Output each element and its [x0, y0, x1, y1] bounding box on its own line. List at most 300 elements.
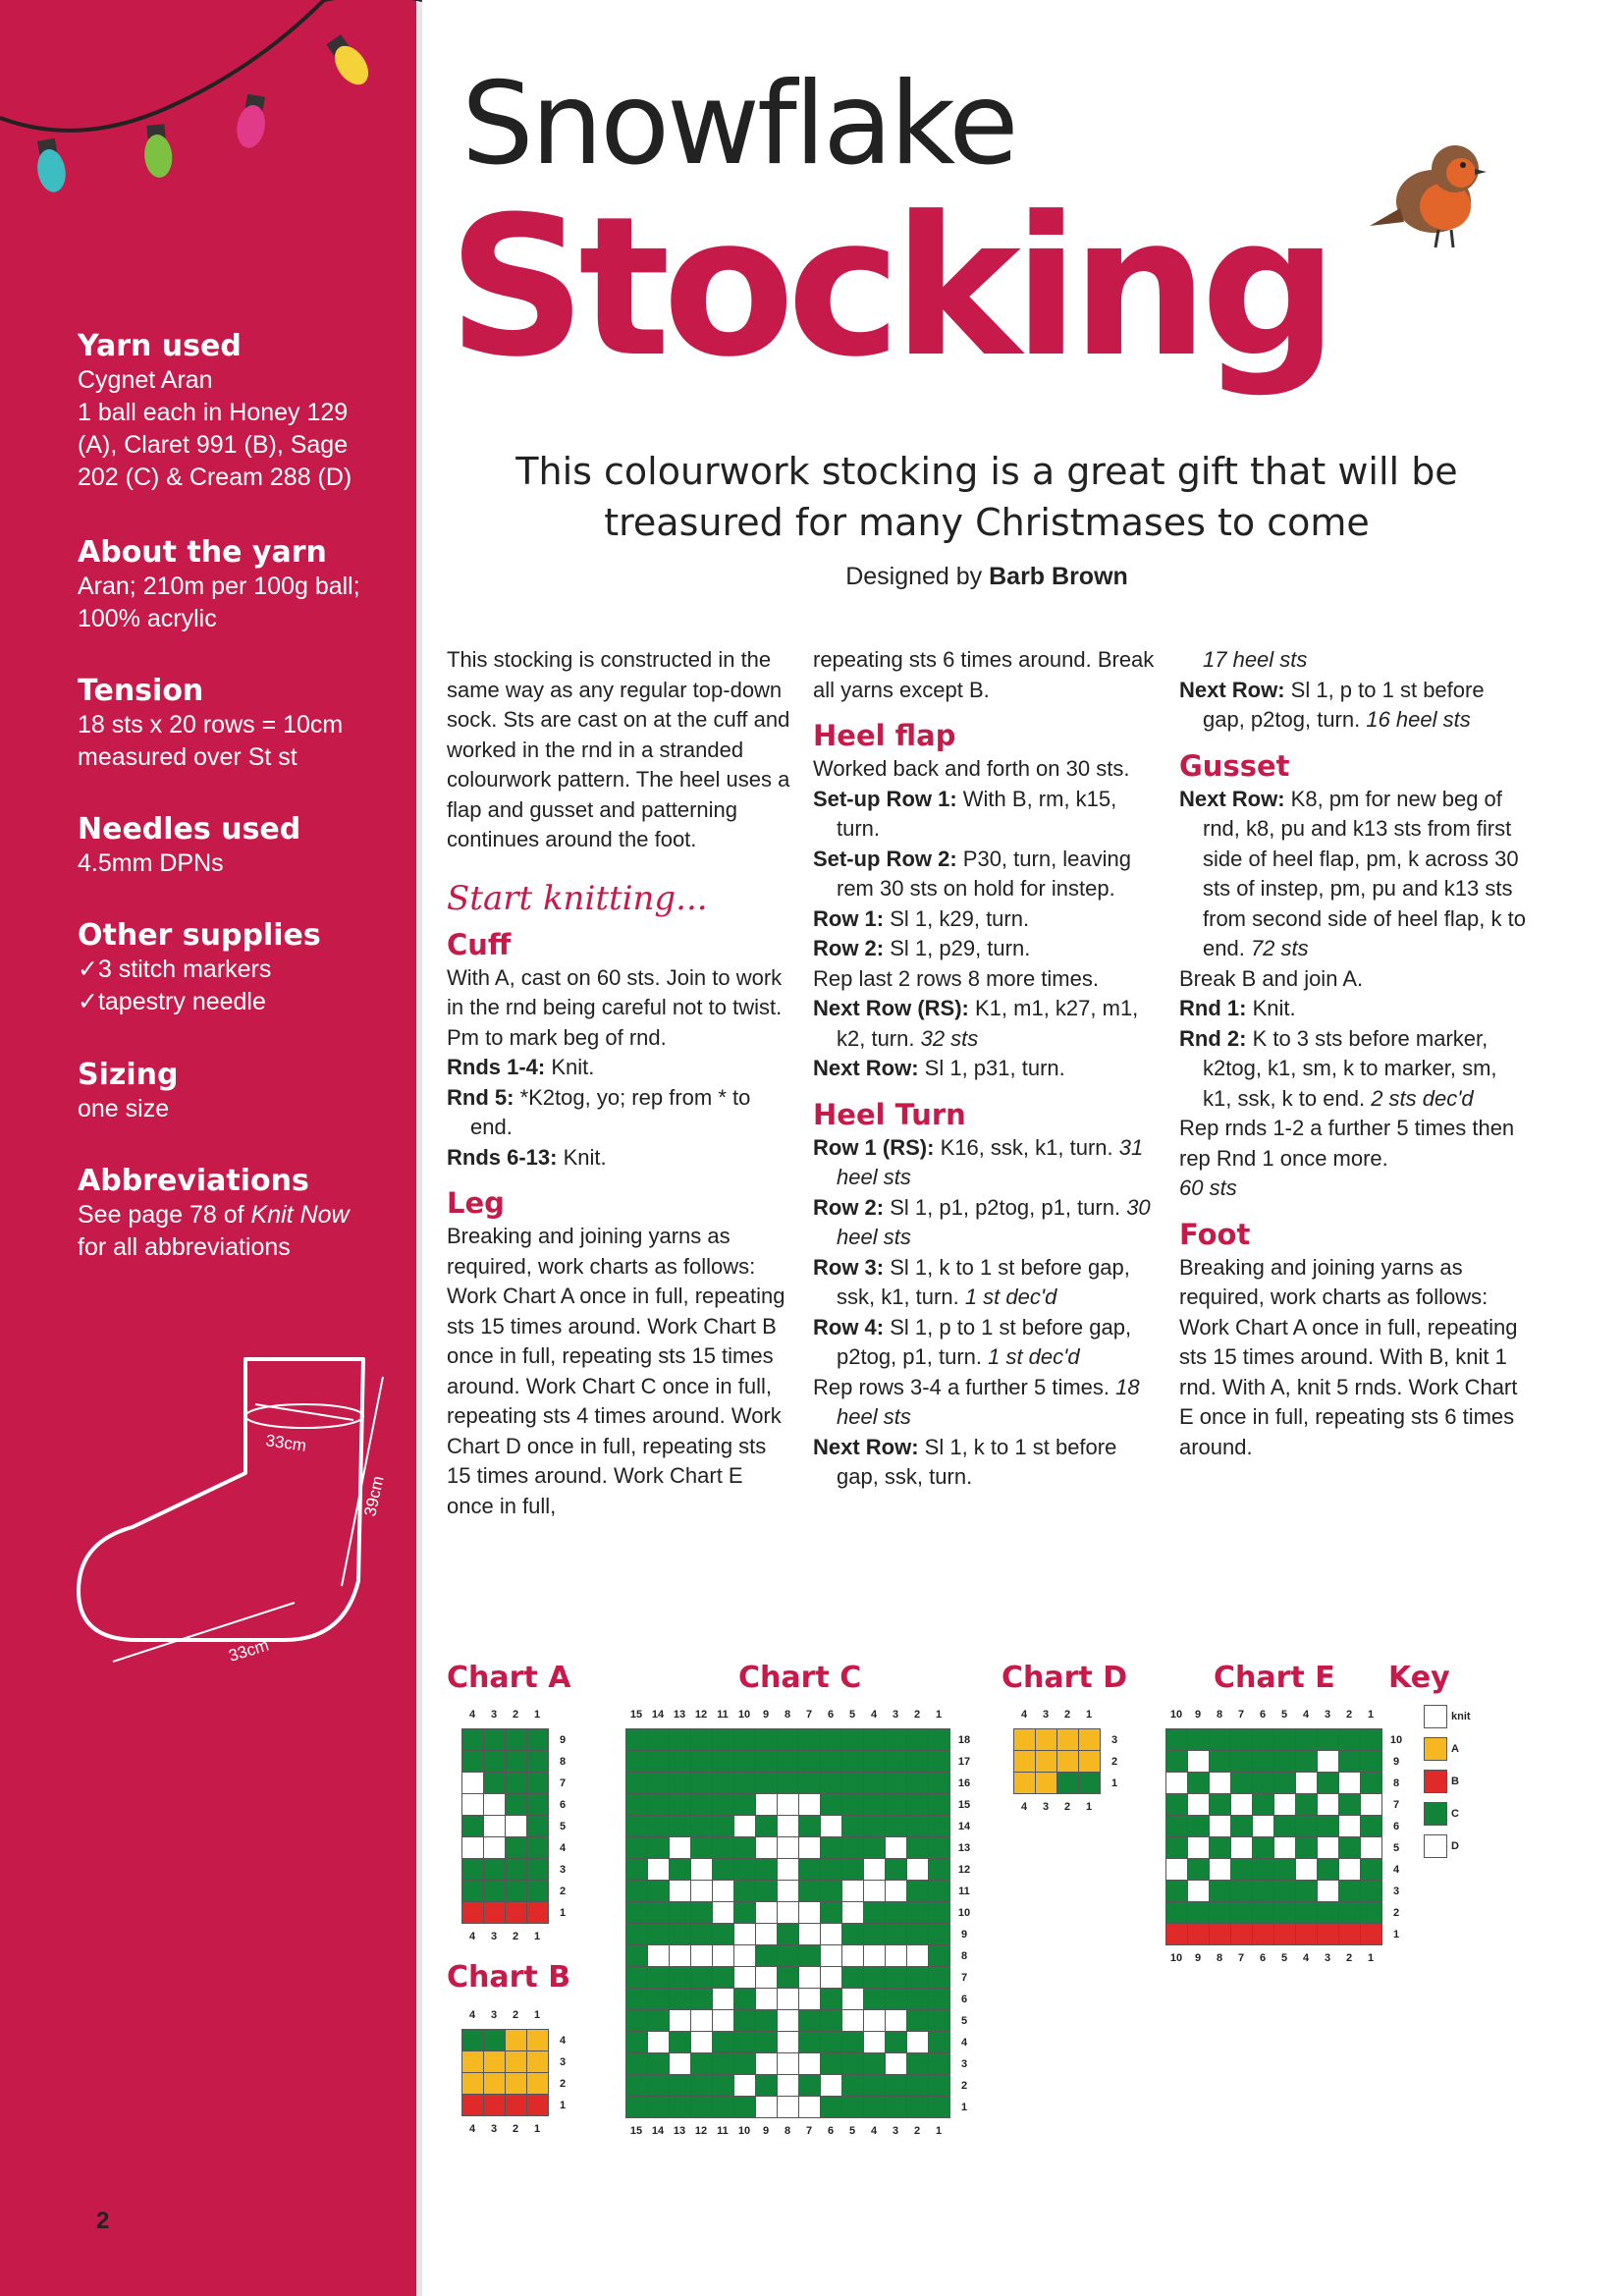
chart-row-number: 3 [559, 2056, 567, 2068]
chart-cell [1013, 1772, 1036, 1794]
key-label: B [1451, 1775, 1459, 1787]
chart-cell [733, 1858, 756, 1881]
chart-cell [841, 1923, 864, 1945]
chart-cell [712, 1988, 734, 2010]
chart-cell [885, 1728, 907, 1751]
chart-cell [863, 1750, 886, 1773]
chart-cell [777, 1750, 799, 1773]
chart-column-number: 6 [827, 1709, 835, 1721]
row-text: K1, m1, k27, m1, k2, turn. [837, 996, 1139, 1051]
chart-cell [906, 1966, 929, 1989]
stitch-count: 16 heel sts [1366, 707, 1471, 732]
chart-column-number: 9 [1194, 1952, 1202, 1964]
chart-cell [690, 1988, 713, 2010]
chart-cell [1165, 1858, 1188, 1881]
chart-cell [798, 1793, 821, 1816]
leg-heading: Leg [447, 1186, 505, 1220]
chart-cell [928, 1728, 950, 1751]
chart-cell [1209, 1836, 1231, 1859]
chart-cell [625, 1772, 648, 1794]
chart-cell [483, 1793, 506, 1816]
chart-cell [798, 2052, 821, 2075]
row-text: K to 3 sts before marker, k2tog, k1, sm, k to marker, sm, k1, ssk, k to end. [1203, 1025, 1497, 1111]
chart-cell [669, 2096, 691, 2118]
chart-cell [777, 2009, 799, 2032]
chart-column-number: 2 [1345, 1952, 1353, 1964]
key-swatch [1424, 1802, 1447, 1826]
repeat-text: Rep rnds 1-2 a further 5 times then rep Rnd 1 once more. [1179, 1116, 1515, 1171]
chart-row-number: 1 [559, 2100, 567, 2111]
yarn-used-line: Cygnet Aran [78, 366, 213, 394]
chart-cell [1295, 1880, 1318, 1902]
key-label: C [1451, 1807, 1459, 1820]
row-text: Sl 1, k to 1 st before gap, ssk, turn. [837, 1434, 1117, 1489]
chart-cell [906, 1880, 929, 1902]
row-text: Sl 1, p1, p2tog, p1, turn. [884, 1194, 1127, 1220]
chart-cell [1209, 1901, 1231, 1924]
chart-cell [1165, 1923, 1188, 1945]
about-yarn-section [78, 535, 411, 635]
chart-row-number: 2 [559, 2078, 567, 2090]
chart-cell [863, 1836, 886, 1859]
chart-cell [885, 1944, 907, 1967]
chart-cell [733, 1793, 756, 1816]
chart-cell [1360, 1793, 1382, 1816]
chart-cell [690, 1901, 713, 1924]
chart-column-number: 14 [651, 2125, 665, 2137]
chart-column-number: 2 [512, 1931, 519, 1942]
leg-text-continued: repeating sts 6 times around. Break all yarns except B. [813, 647, 1155, 702]
chart-cell [733, 1944, 756, 1967]
chart-cell [1187, 1815, 1210, 1837]
key-label: knit [1451, 1710, 1471, 1722]
chart-cell [625, 1901, 648, 1924]
chart-cell [1209, 1793, 1231, 1816]
chart-cell [461, 1793, 484, 1816]
chart-cell [505, 1901, 527, 1924]
chart-cell [1360, 1728, 1382, 1751]
chart-cell [1165, 1728, 1188, 1751]
tension-line: 18 sts x 20 rows = 10cm [78, 711, 344, 738]
chart-cell [461, 1750, 484, 1773]
chart-cell [647, 2074, 670, 2097]
chart-column-number: 1 [1367, 1952, 1375, 1964]
chart-cell [1187, 1728, 1210, 1751]
chart-cell [906, 1901, 929, 1924]
needles-heading: Needles used [78, 812, 301, 847]
chart-row-number: 7 [1392, 1799, 1400, 1811]
chart-cell [1187, 1858, 1210, 1881]
chart-cell [820, 1901, 842, 1924]
cuff-text: With A, cast on 60 sts. Join to work in the rnd being careful not to twist. Pm to mark beg of rnd. [447, 964, 783, 1050]
chart-cell [841, 1728, 864, 1751]
chart-column-number: 1 [533, 2123, 541, 2135]
chart-cell [733, 1815, 756, 1837]
chart-cell [755, 1901, 778, 1924]
chart-cell [798, 1923, 821, 1945]
chart-a-title: Chart A [447, 1661, 571, 1695]
row-label: Rnds 6-13: [447, 1144, 558, 1170]
heel-flap-heading: Heel flap [813, 719, 956, 752]
chart-cell [1273, 1880, 1296, 1902]
chart-cell [820, 1880, 842, 1902]
chart-cell [690, 1815, 713, 1837]
chart-row-number: 6 [559, 1799, 567, 1811]
chart-cell [863, 1815, 886, 1837]
chart-cell [733, 1901, 756, 1924]
chart-column-number: 6 [1259, 1709, 1267, 1721]
chart-cell [733, 1880, 756, 1902]
chart-cell [863, 2096, 886, 2118]
chart-cell [755, 1793, 778, 1816]
chart-cell [820, 1772, 842, 1794]
chart-cell [1230, 1793, 1253, 1816]
chart-cell [1252, 1772, 1274, 1794]
yarn-used-section [78, 329, 411, 494]
chart-cell [906, 1944, 929, 1967]
key-item [1424, 1737, 1459, 1761]
foot-heading: Foot [1179, 1217, 1251, 1251]
chart-cell [1273, 1772, 1296, 1794]
chart-cell [669, 1728, 691, 1751]
chart-column-number: 3 [490, 1931, 498, 1942]
row-text: Sl 1, p29, turn. [884, 936, 1031, 960]
chart-cell [1230, 1923, 1253, 1945]
chart-cell [733, 1728, 756, 1751]
row-label: Row 3: [813, 1254, 885, 1280]
chart-cell [777, 1880, 799, 1902]
chart-column-number: 5 [848, 2125, 856, 2137]
chart-cell [906, 1836, 929, 1859]
chart-cell [885, 2031, 907, 2053]
chart-cell [755, 2031, 778, 2053]
page-number: 2 [96, 2208, 110, 2234]
chart-cell [461, 1772, 484, 1794]
chart-row-number: 9 [960, 1929, 968, 1941]
chart-cell [505, 2050, 527, 2073]
chart-cell [461, 1815, 484, 1837]
chart-cell [1273, 1858, 1296, 1881]
chart-cell [777, 1923, 799, 1945]
chart-cell [820, 1966, 842, 1989]
chart-cell [690, 1880, 713, 1902]
row-label: Row 2: [813, 936, 885, 960]
chart-cell [712, 1793, 734, 1816]
key-title: Key [1388, 1661, 1450, 1695]
chart-cell [461, 2094, 484, 2116]
chart-cell [777, 2074, 799, 2097]
chart-row-number: 8 [1392, 1777, 1400, 1789]
row-text: With B, rm, k15, turn. [837, 786, 1117, 841]
chart-column-number: 1 [1085, 1709, 1093, 1721]
chart-cell [841, 1815, 864, 1837]
chart-cell [1230, 1901, 1253, 1924]
chart-row-number: 12 [957, 1864, 971, 1876]
chart-column-number: 15 [629, 2125, 643, 2137]
chart-cell [647, 1772, 670, 1794]
chart-column-number: 8 [1216, 1952, 1223, 1964]
chart-column-number: 7 [805, 1709, 813, 1721]
chart-cell [798, 1750, 821, 1773]
chart-cell [841, 1966, 864, 1989]
row-text: Sl 1, k to 1 st before gap, ssk, k1, turn. [837, 1254, 1130, 1309]
chart-cell [461, 1880, 484, 1902]
chart-column-number: 9 [762, 1709, 770, 1721]
chart-column-number: 10 [1169, 1952, 1183, 1964]
chart-column-number: 1 [935, 1709, 943, 1721]
chart-cell [841, 1988, 864, 2010]
chart-column-number: 2 [1345, 1709, 1353, 1721]
chart-cell [755, 1858, 778, 1881]
chart-cell [1360, 1750, 1382, 1773]
row-label: Set-up Row 1: [813, 786, 957, 811]
chart-row-number: 6 [1392, 1821, 1400, 1832]
chart-column-number: 1 [1367, 1709, 1375, 1721]
abbreviations-magazine: Knit Now [250, 1201, 350, 1229]
chart-cell [820, 2052, 842, 2075]
chart-cell [712, 1880, 734, 1902]
chart-column-number: 3 [1042, 1709, 1050, 1721]
chart-cell [841, 2096, 864, 2118]
chart-cell [777, 1772, 799, 1794]
chart-cell [625, 2031, 648, 2053]
chart-column-number: 1 [533, 1931, 541, 1942]
chart-cell [483, 1858, 506, 1881]
row-label: Rnd 1: [1179, 996, 1247, 1020]
chart-cell [712, 2096, 734, 2118]
chart-cell [690, 2096, 713, 2118]
chart-cell [798, 2031, 821, 2053]
chart-column-number: 7 [1237, 1709, 1245, 1721]
chart-cell [820, 1944, 842, 1967]
chart-cell [906, 1988, 929, 2010]
chart-cell [928, 1988, 950, 2010]
chart-row-number: 4 [960, 2037, 968, 2049]
row-text: Knit. [1246, 996, 1296, 1020]
chart-cell [798, 1858, 821, 1881]
chart-row-number: 7 [559, 1777, 567, 1789]
chart-cell [777, 1793, 799, 1816]
chart-cell [526, 1836, 549, 1859]
chart-cell [1317, 1750, 1339, 1773]
chart-cell [669, 1944, 691, 1967]
chart-cell [1187, 1901, 1210, 1924]
column-3 [1179, 645, 1528, 1462]
chart-cell [733, 2096, 756, 2118]
chart-cell [625, 1923, 648, 1945]
chart-cell [1273, 1793, 1296, 1816]
chart-cell [1317, 1793, 1339, 1816]
yarn-used-line: (A), Claret 991 (B), Sage [78, 431, 349, 459]
row-label: Row 4: [813, 1314, 885, 1339]
cuff-heading: Cuff [447, 927, 512, 961]
sizing-heading: Sizing [78, 1058, 179, 1092]
chart-cell [483, 1836, 506, 1859]
chart-cell [483, 1728, 506, 1751]
chart-cell [505, 1880, 527, 1902]
chart-cell [1295, 1772, 1318, 1794]
chart-cell [1295, 1923, 1318, 1945]
chart-cell [483, 1901, 506, 1924]
chart-cell [733, 1988, 756, 2010]
chart-cell [733, 2052, 756, 2075]
height-label: 39cm [360, 1474, 388, 1518]
chart-cell [1252, 1858, 1274, 1881]
chart-cell [526, 2050, 549, 2073]
chart-cell [690, 1858, 713, 1881]
chart-cell [841, 1750, 864, 1773]
chart-cell [906, 1858, 929, 1881]
chart-cell [669, 1836, 691, 1859]
chart-cell [461, 2029, 484, 2051]
chart-cell [526, 1901, 549, 1924]
chart-column-number: 5 [1280, 1709, 1288, 1721]
repeat-text: Rep rows 3-4 a further 5 times. [813, 1374, 1116, 1399]
chart-column-number: 15 [629, 1709, 643, 1721]
chart-cell [647, 1815, 670, 1837]
chart-cell [505, 1728, 527, 1751]
chart-cell [885, 1793, 907, 1816]
chart-cell [906, 1728, 929, 1751]
chart-column-number: 1 [1085, 1801, 1093, 1813]
chart-cell [647, 2052, 670, 2075]
chart-column-number: 4 [870, 2125, 878, 2137]
chart-cell [1338, 1923, 1361, 1945]
chart-cell [820, 1836, 842, 1859]
chart-cell [625, 1944, 648, 1967]
chart-column-number: 4 [870, 1709, 878, 1721]
foot-label: 33cm [226, 1635, 271, 1666]
chart-column-number: 6 [1259, 1952, 1267, 1964]
row-label: Next Row: [813, 1434, 919, 1459]
chart-cell [1273, 1728, 1296, 1751]
chart-cell [712, 1901, 734, 1924]
chart-column-number: 8 [784, 2125, 791, 2137]
chart-cell [885, 1923, 907, 1945]
chart-cell [669, 1858, 691, 1881]
key-item [1424, 1705, 1471, 1728]
chart-cell [885, 1836, 907, 1859]
chart-row-number: 4 [559, 1842, 567, 1854]
chart-column-number: 9 [1194, 1709, 1202, 1721]
chart-cell [928, 1750, 950, 1773]
chart-cell [690, 1836, 713, 1859]
chart-cell [1187, 1836, 1210, 1859]
chart-row-number: 6 [960, 1994, 968, 2005]
chart-cell [906, 2009, 929, 2032]
chart-column-number: 2 [1063, 1709, 1071, 1721]
chart-column-number: 3 [892, 1709, 899, 1721]
chart-cell [1317, 1728, 1339, 1751]
chart-cell [669, 2052, 691, 2075]
chart-column-number: 4 [468, 1931, 476, 1942]
start-knitting-heading: Start knitting... [447, 878, 708, 918]
chart-column-number: 11 [717, 2125, 729, 2137]
chart-cell [1252, 1836, 1274, 1859]
chart-cell [647, 1988, 670, 2010]
chart-cell [712, 1944, 734, 1967]
chart-cell [690, 2052, 713, 2075]
intro-text: This stocking is constructed in the same way as any regular top-down sock. Sts are cast on at the cuff and worked in the rnd in a stranded colourwork pattern. The heel uses a flap and gusset and patterning continues around the foot. [447, 647, 790, 851]
chart-cell [712, 1966, 734, 1989]
chart-column-number: 3 [1324, 1709, 1331, 1721]
chart-cell [712, 2031, 734, 2053]
chart-cell [526, 1815, 549, 1837]
chart-cell [885, 2052, 907, 2075]
chart-cell [863, 1858, 886, 1881]
chart-cell [526, 1728, 549, 1751]
chart-column-number: 7 [1237, 1952, 1245, 1964]
chart-cell [1317, 1836, 1339, 1859]
chart-column-number: 14 [651, 1709, 665, 1721]
chart-cell [1013, 1750, 1036, 1773]
chart-column-number: 3 [1042, 1801, 1050, 1813]
key-item [1424, 1834, 1459, 1858]
chart-cell [669, 1966, 691, 1989]
chart-cell [1317, 1772, 1339, 1794]
row-text: P30, turn, leaving rem 30 sts on hold for instep. [837, 846, 1132, 901]
chart-column-number: 3 [1324, 1952, 1331, 1964]
chart-column-number: 7 [805, 2125, 813, 2137]
chart-cell [928, 1793, 950, 1816]
chart-column-number: 1 [533, 1709, 541, 1721]
chart-cell [777, 2052, 799, 2075]
chart-row-number: 3 [960, 2058, 968, 2070]
abbreviations-text: See page 78 of [78, 1201, 251, 1229]
chart-cell [1252, 1923, 1274, 1945]
chart-cell [505, 1836, 527, 1859]
chart-cell [690, 1772, 713, 1794]
chart-cell [820, 1750, 842, 1773]
abbreviations-heading: Abbreviations [78, 1164, 309, 1198]
chart-cell [798, 1988, 821, 2010]
chart-d-title: Chart D [1001, 1661, 1128, 1695]
chart-cell [1078, 1772, 1101, 1794]
chart-row-number: 5 [1392, 1842, 1400, 1854]
chart-cell [647, 1793, 670, 1816]
chart-cell [733, 1750, 756, 1773]
chart-cell [625, 1793, 648, 1816]
chart-b-title: Chart B [447, 1960, 571, 1995]
chart-cell [798, 1815, 821, 1837]
chart-cell [928, 1880, 950, 1902]
chart-cell [1338, 1901, 1361, 1924]
chart-cell [798, 2096, 821, 2118]
chart-cell [820, 2031, 842, 2053]
chart-cell [798, 1901, 821, 1924]
chart-row-number: 15 [957, 1799, 971, 1811]
chart-cell [798, 2009, 821, 2032]
chart-cell [690, 2074, 713, 2097]
stitch-count: 30 heel sts [837, 1194, 1151, 1249]
chart-cell [647, 1923, 670, 1945]
chart-cell [625, 1858, 648, 1881]
chart-cell [669, 1815, 691, 1837]
chart-cell [483, 2050, 506, 2073]
chart-cell [906, 1750, 929, 1773]
chart-row-number: 13 [957, 1842, 971, 1854]
chart-cell [820, 1728, 842, 1751]
title-line-2: Stocking [448, 176, 1331, 400]
chart-cell [1295, 1858, 1318, 1881]
chart-cell [863, 1944, 886, 1967]
chart-cell [863, 1793, 886, 1816]
stitch-count: 1 st dec'd [964, 1285, 1057, 1309]
chart-cell [669, 1988, 691, 2010]
chart-cell [625, 2074, 648, 2097]
chart-cell [483, 2029, 506, 2051]
needles-section [78, 812, 411, 880]
